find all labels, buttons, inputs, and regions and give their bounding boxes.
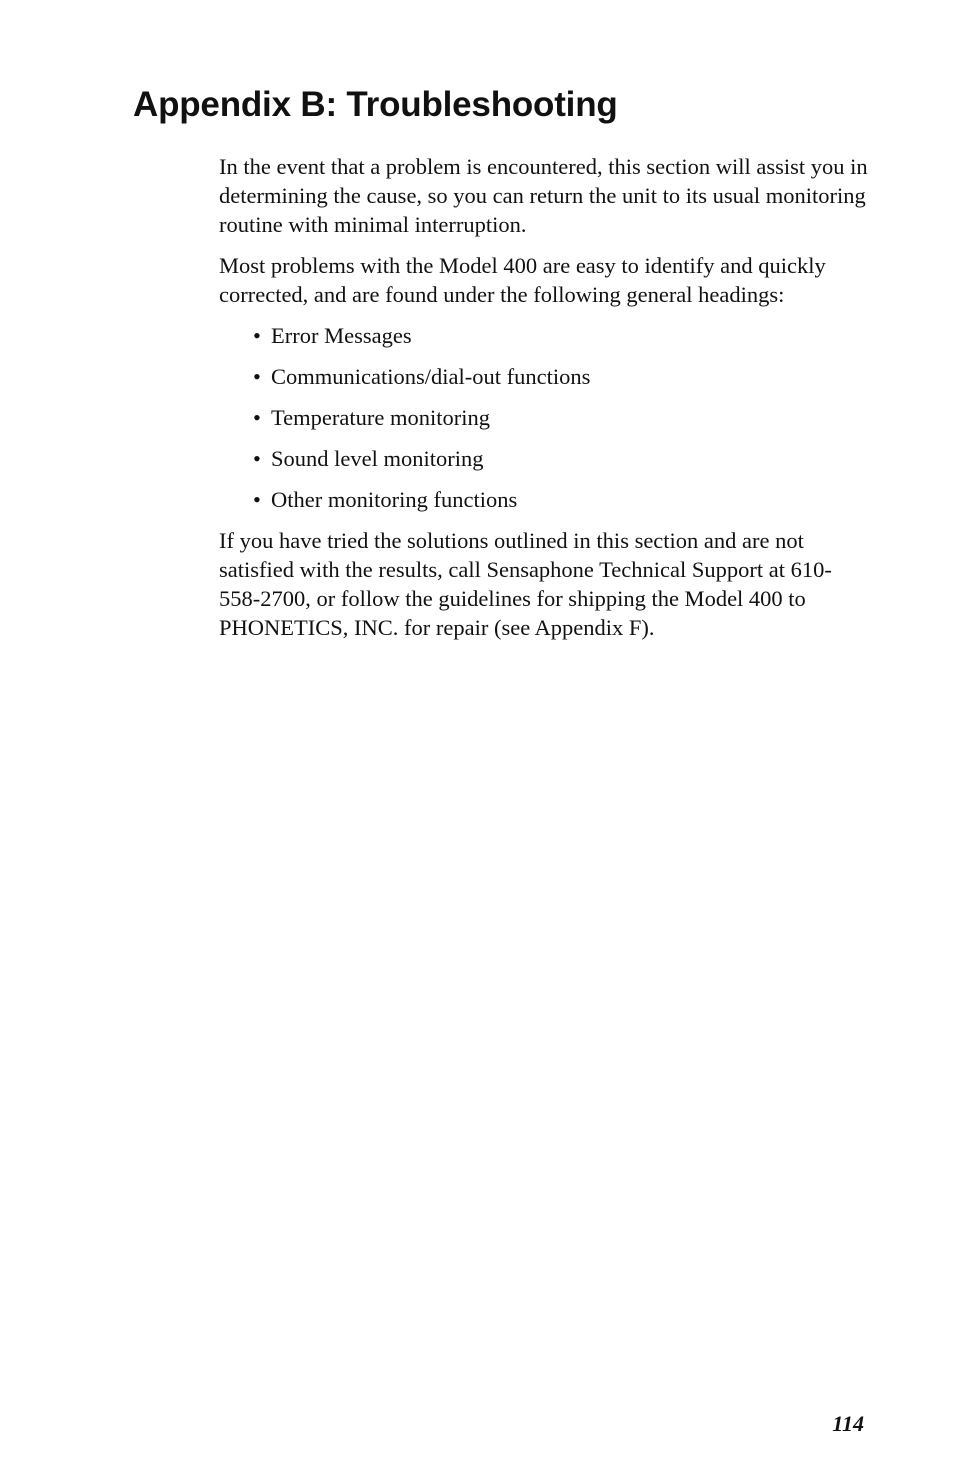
page-number: 114	[832, 1411, 864, 1436]
page-title: Appendix B: Troubleshooting	[133, 85, 618, 124]
problems-paragraph: Most problems with the Model 400 are easy to identify and quickly corrected, and are found under the following general headings:	[219, 253, 826, 307]
list-item-label: Communications/dial-out functions	[271, 364, 591, 389]
list-item	[253, 444, 869, 473]
list-item-label: Other monitoring functions	[271, 487, 518, 512]
bullet-icon: •	[253, 323, 261, 348]
intro-paragraph: In the event that a problem is encountered, this section will assist you in determining the cause, so you can return the unit to its usual monitoring routine with minimal interruption.	[219, 154, 868, 237]
list-item	[253, 321, 869, 350]
bullet-icon: •	[253, 446, 261, 471]
bullet-icon: •	[253, 364, 261, 389]
headings-list	[219, 321, 869, 514]
bullet-icon: •	[253, 405, 261, 430]
list-item-label: Sound level monitoring	[271, 446, 484, 471]
list-item	[253, 403, 869, 432]
list-item-label: Temperature monitoring	[271, 405, 490, 430]
body-text	[219, 152, 869, 654]
support-paragraph: If you have tried the solutions outlined in this section and are not satisfied with the results, call Sensaphone Technical Support at 610-558-2700, or follow the guidelines for shipping the Model 400 to PHONETICS, INC. for repair (see Appendix F).	[219, 528, 832, 640]
list-item	[253, 362, 869, 391]
list-item-label: Error Messages	[271, 323, 412, 348]
list-item	[253, 485, 869, 514]
bullet-icon: •	[253, 487, 261, 512]
